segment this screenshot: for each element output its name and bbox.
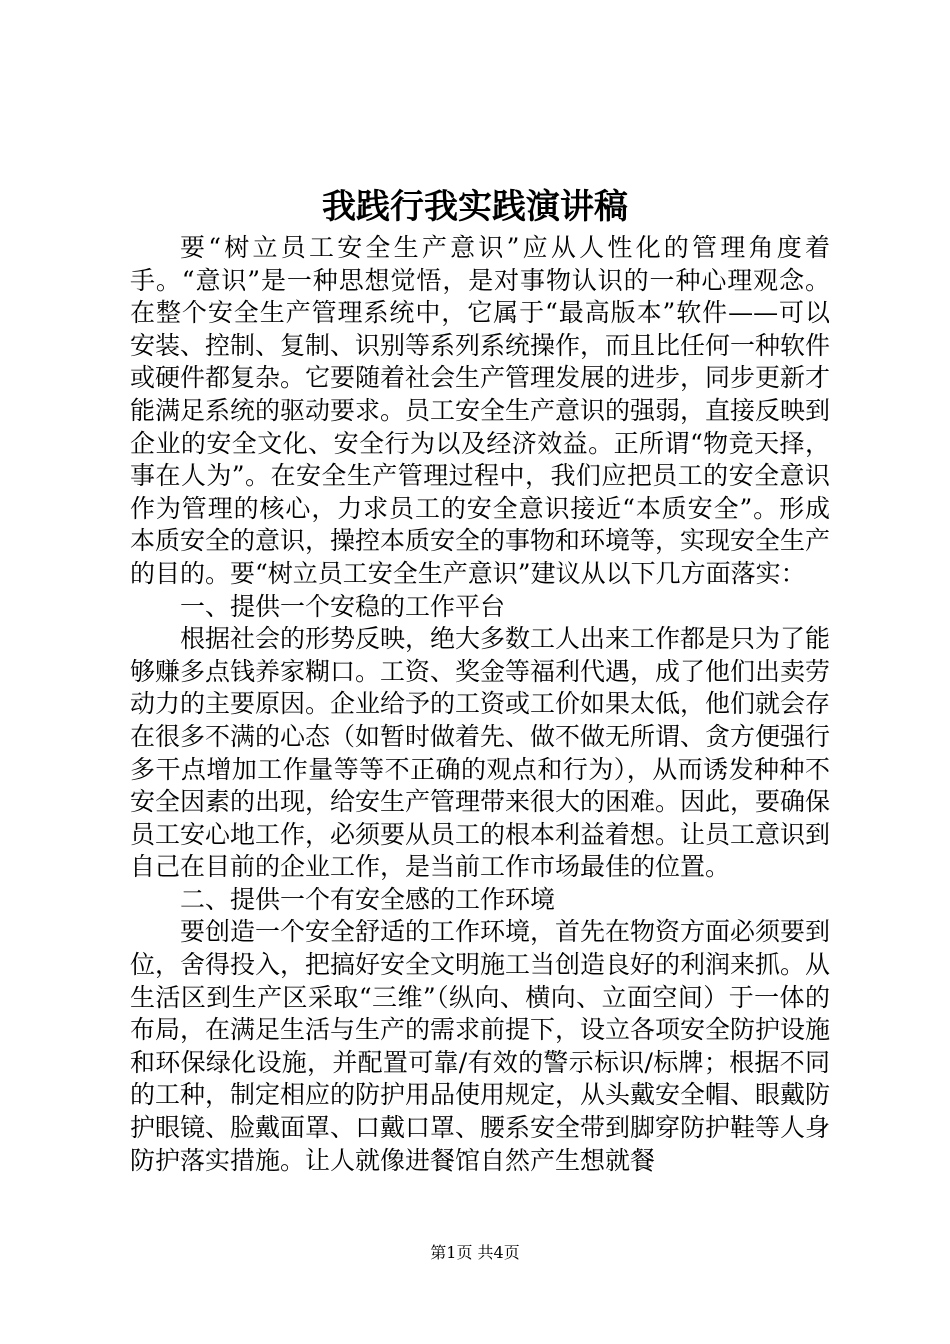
body-paragraph: 根据社会的形势反映，绝大多数工人出来工作都是只为了能够赚多点钱养家糊口。工资、奖金等福利代遇，成了他们出卖劳动力的主要原因。企业给予的工资或工价如果太低，他们就会存在很多不满的心态（如暂时做着先、做不做无所谓、贪方便强行多干点增加工作量等等不正确的观点和行为），从而诱发种种不安全因素的出现，给安生产管理带来很大的困难。因此，要确保员工安心地工作，必须要从员工的根本利益着想。让员工意识到自己在目前的企业工作，是当前工作市场最佳的位置。 (130, 624, 831, 882)
body-paragraph: 要创造一个安全舒适的工作环境，首先在物资方面必须要到位，舍得投入，把搞好安全文明施工当创造良好的利润来抓。从生活区到生产区采取“三维”（纵向、横向、立面空间）于一体的布局，在满足生活与生产的需求前提下，设立各项安全防护设施和环保绿化设施，并配置可靠/有效的警示标识/标牌；根据不同的工种，制定相应的防护用品使用规定，从头戴安全帽、眼戴防护眼镜、脸戴面罩、口戴口罩、腰系安全带到脚穿防护鞋等人身防护落实措施。让人就像进餐馆自然产生想就餐 (130, 917, 831, 1175)
page-number: 第1页 共4页 (430, 1243, 520, 1262)
document-title: 我践行我实践演讲稿 (322, 187, 628, 227)
section-heading: 二、提供一个有安全感的工作环境 (180, 884, 556, 914)
body-paragraph: 要“树立员工安全生产意识”应从人性化的管理角度着手。“意识”是一种思想觉悟，是对事物认识的一种心理观念。在整个安全生产管理系统中，它属于“最高版本”软件——可以安装、控制、复制、识别等系列系统操作，而且比任何一种软件或硬件都复杂。它要随着社会生产管理发展的进步，同步更新才能满足系统的驱动要求。员工安全生产意识的强弱，直接反映到企业的安全文化、安全行为以及经济效益。正所谓“物竞天择，事在人为”。在安全生产管理过程中，我们应把员工的安全意识作为管理的核心，力求员工的安全意识接近“本质安全”。形成本质安全的意识，操控本质安全的事物和环境等，实现安全生产的目的。要“树立员工安全生产意识”建议从以下几方面落实： (130, 233, 831, 588)
document-body (130, 232, 830, 1177)
section-heading: 一、提供一个安稳的工作平台 (180, 591, 506, 621)
